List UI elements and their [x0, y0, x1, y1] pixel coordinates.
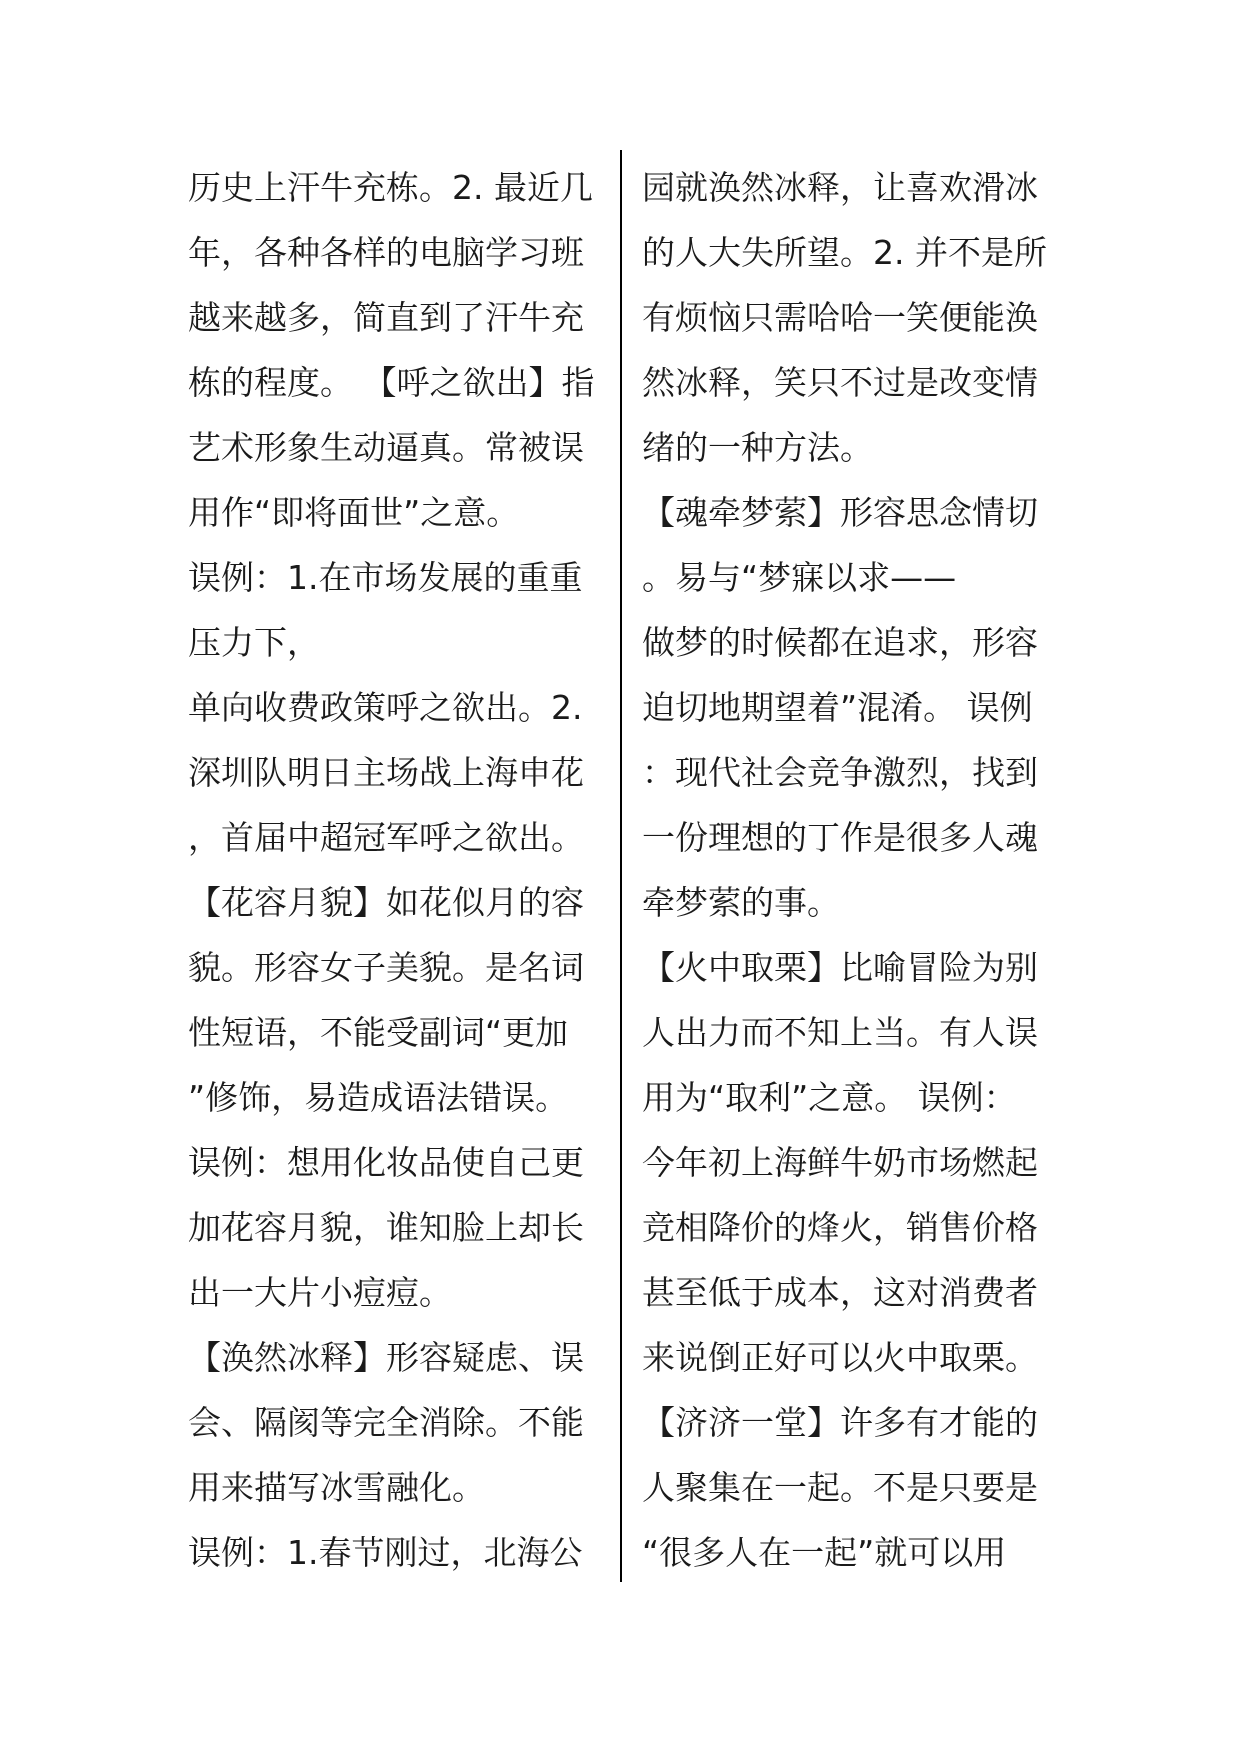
text-line: 年，各种各样的电脑学习班 — [188, 233, 584, 272]
text-line: 【涣然冰释】形容疑虑、误 — [188, 1338, 584, 1377]
text-line: 人出力而不知上当。有人误 — [642, 1013, 1038, 1052]
text-line: ，首届中超冠军呼之欲出。 — [188, 818, 584, 857]
text-line: 【花容月貌】如花似月的容 — [188, 883, 584, 922]
text-line: 甚至低于成本，这对消费者 — [642, 1273, 1038, 1312]
text-line: 性短语，不能受副词“更加 — [188, 1013, 569, 1052]
text-line: 用为“取利”之意。 误例： — [642, 1078, 1017, 1117]
text-line: 然冰释，笑只不过是改变情 — [642, 363, 1038, 402]
text-line: 的人大失所望。2. 并不是所 — [642, 233, 1047, 272]
text-line: 貌。形容女子美貌。是名词 — [188, 948, 584, 987]
text-line: 今年初上海鲜牛奶市场燃起 — [642, 1143, 1038, 1182]
text-line: 误例：1.在市场发展的重重 — [188, 558, 583, 597]
text-line: ：现代社会竞争激烈，找到 — [642, 753, 1038, 792]
text-line: 做梦的时候都在追求，形容 — [642, 623, 1038, 662]
text-line: 【魂牵梦萦】形容思念情切 — [642, 493, 1038, 532]
column-divider — [620, 150, 622, 1582]
text-line: 压力下， — [188, 623, 320, 662]
text-line: 有烦恼只需哈哈一笑便能涣 — [642, 298, 1038, 337]
text-line: 艺术形象生动逼真。常被误 — [188, 428, 584, 467]
text-line: 来说倒正好可以火中取栗。 — [642, 1338, 1038, 1377]
text-line: 单向收费政策呼之欲出。2. — [188, 688, 583, 727]
text-line: 牵梦萦的事。 — [642, 883, 840, 922]
text-line: 用来描写冰雪融化。 — [188, 1468, 485, 1507]
text-line: 【济济一堂】许多有才能的 — [642, 1403, 1038, 1442]
text-line: 用作“即将面世”之意。 — [188, 493, 520, 532]
text-line: 误例：1.春节刚过，北海公 — [188, 1533, 583, 1572]
text-line: ”修饰，易造成语法错误。 — [188, 1078, 569, 1117]
text-line: 。易与“梦寐以求—— — [642, 558, 957, 597]
text-line: 竞相降价的烽火，销售价格 — [642, 1208, 1038, 1247]
text-line: 绪的一种方法。 — [642, 428, 873, 467]
text-line: 加花容月貌，谁知脸上却长 — [188, 1208, 584, 1247]
right-column — [642, 155, 1062, 1585]
text-line: 深圳队明日主场战上海申花 — [188, 753, 584, 792]
text-line: 人聚集在一起。不是只要是 — [642, 1468, 1038, 1507]
text-line: 迫切地期望着”混淆。 误例 — [642, 688, 1033, 727]
text-line: 越来越多，简直到了汗牛充 — [188, 298, 584, 337]
left-column — [188, 155, 608, 1585]
text-line: 【火中取栗】比喻冒险为别 — [642, 948, 1038, 987]
text-line: 一份理想的丁作是很多人魂 — [642, 818, 1038, 857]
text-line: 园就涣然冰释，让喜欢滑冰 — [642, 168, 1038, 207]
text-line: 历史上汗牛充栋。2. 最近几 — [188, 168, 593, 207]
text-line: 栋的程度。 【呼之欲出】指 — [188, 363, 595, 402]
text-line: 会、隔阂等完全消除。不能 — [188, 1403, 584, 1442]
text-line: 出一大片小痘痘。 — [188, 1273, 452, 1312]
text-line: 误例：想用化妆品使自己更 — [188, 1143, 584, 1182]
text-line: “很多人在一起”就可以用 — [642, 1533, 1007, 1572]
